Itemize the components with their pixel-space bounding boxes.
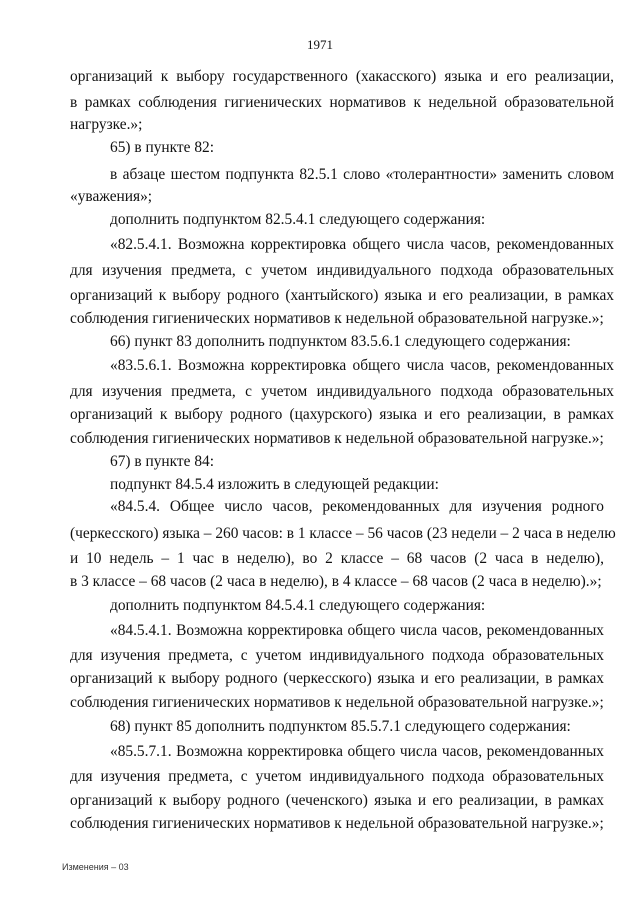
text-line: 65) в пункте 82: bbox=[110, 139, 214, 156]
text-line: организаций к выбору родного (хантыйского) языка и его реализации, в рамках bbox=[70, 287, 614, 304]
text-line: 66) пункт 83 дополнить подпунктом 83.5.6.1 следующего содержания: bbox=[110, 333, 571, 350]
text-line: дополнить подпунктом 82.5.4.1 следующего содержания: bbox=[110, 211, 486, 228]
text-line: соблюдения гигиенических нормативов к недельной образовательной нагрузке.»; bbox=[70, 815, 604, 832]
text-line: «85.5.7.1. Возможна корректировка общего числа часов, рекомендованных bbox=[110, 743, 604, 760]
text-line: в рамках соблюдения гигиенических нормативов к недельной образовательной bbox=[70, 94, 614, 111]
text-line: соблюдения гигиенических нормативов к недельной образовательной нагрузке.»; bbox=[70, 694, 604, 711]
text-line: 68) пункт 85 дополнить подпунктом 85.5.7.1 следующего содержания: bbox=[110, 718, 571, 735]
text-line: дополнить подпунктом 84.5.4.1 следующего содержания: bbox=[110, 597, 486, 614]
footer-note: Изменения – 03 bbox=[62, 862, 129, 872]
text-line: и 10 недель – 1 час в неделю), во 2 классе – 68 часов (2 часа в неделю), bbox=[70, 550, 604, 567]
text-line: нагрузке.»; bbox=[70, 116, 143, 133]
text-line: в 3 классе – 68 часов (2 часа в неделю), в 4 классе – 68 часов (2 часа в неделю).»; bbox=[70, 573, 602, 590]
text-line: организаций к выбору родного (чеченского) языка и его реализации, в рамках bbox=[70, 792, 604, 809]
text-line: «83.5.6.1. Возможна корректировка общего числа часов, рекомендованных bbox=[110, 357, 614, 374]
text-line: соблюдения гигиенических нормативов к недельной образовательной нагрузке.»; bbox=[70, 430, 604, 447]
text-line: 67) в пункте 84: bbox=[110, 453, 214, 470]
text-line: организаций к выбору родного (цахурского) языка и его реализации, в рамках bbox=[70, 406, 614, 423]
text-line: «уважения»; bbox=[70, 188, 153, 205]
text-line: для изучения предмета, с учетом индивидуального подхода образовательных bbox=[70, 768, 604, 785]
text-line: «82.5.4.1. Возможна корректировка общего числа часов, рекомендованных bbox=[110, 236, 614, 253]
text-line: подпункт 84.5.4 изложить в следующей редакции: bbox=[110, 476, 439, 493]
text-line: организаций к выбору государственного (хакасского) языка и его реализации, bbox=[70, 68, 614, 85]
text-line: для изучения предмета, с учетом индивидуального подхода образовательных bbox=[70, 262, 614, 279]
text-line: для изучения предмета, с учетом индивидуального подхода образовательных bbox=[70, 383, 614, 400]
text-line: «84.5.4. Общее число часов, рекомендованных для изучения родного bbox=[110, 498, 604, 515]
text-line: для изучения предмета, с учетом индивидуального подхода образовательных bbox=[70, 647, 604, 664]
text-line: в абзаце шестом подпункта 82.5.1 слово «толерантности» заменить словом bbox=[110, 166, 614, 183]
text-line: «84.5.4.1. Возможна корректировка общего числа часов, рекомендованных bbox=[110, 622, 604, 639]
text-line: (черкесского) языка – 260 часов: в 1 классе – 56 часов (23 недели – 2 часа в неделю bbox=[70, 525, 616, 542]
text-line: организаций к выбору родного (черкесского) языка и его реализации, в рамках bbox=[70, 670, 604, 687]
page-number: 1971 bbox=[307, 37, 333, 52]
text-line: соблюдения гигиенических нормативов к недельной образовательной нагрузке.»; bbox=[70, 310, 604, 327]
